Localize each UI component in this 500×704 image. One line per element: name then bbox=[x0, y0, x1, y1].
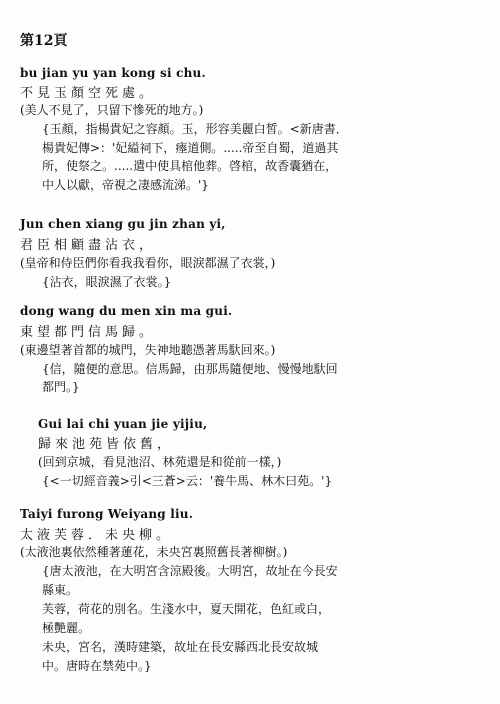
note-line: {<一切經音義>引<三蒼>云：'養牛馬、林木曰苑。'} bbox=[42, 474, 333, 488]
note-line: {唐太液池，在大明宮含涼殿後。大明宮，故址在今長安 bbox=[42, 564, 338, 578]
pinyin-line: dong wang du men xin ma gui. bbox=[20, 304, 233, 318]
note-line: 極艷麗。 bbox=[42, 621, 91, 635]
note-line: 所，使祭之。.....遣中使具棺他葬。啓棺，故香囊猶在， bbox=[42, 159, 338, 173]
translation: (美人不見了，只留下慘死的地方。) bbox=[20, 103, 204, 117]
note-line: 楊貴妃傳>：'妃縊祠下，瘞道側。.....帝至自蜀，道過其 bbox=[42, 141, 339, 155]
note-line: 中。唐時在禁苑中。} bbox=[42, 659, 152, 673]
note-line: {玉顏，指楊貴妃之容顏。玉，形容美麗白皙。<新唐書． bbox=[42, 122, 348, 136]
pinyin-line: Gui lai chi yuan jie yijiu, bbox=[38, 417, 208, 431]
note-line: 中人以獻，帝視之凄感流涕。'} bbox=[42, 178, 209, 192]
pinyin-line: Jun chen xiang gu jin zhan yi, bbox=[20, 217, 226, 231]
translation: (東邊望著首都的城門，失神地聽憑著馬馱回來。) bbox=[20, 343, 276, 357]
note-line: 未央，宮名，漢時建築，故址在長安縣西北長安故城 bbox=[42, 640, 319, 654]
pinyin-line: bu jian yu yan kong si chu. bbox=[20, 66, 206, 80]
translation: (太液池裏依然種著蓮花，未央宮裏照舊長著柳樹。) bbox=[20, 545, 288, 559]
chinese-verse: 君臣相顧盡沾衣， bbox=[20, 238, 157, 253]
note-line: 縣東。 bbox=[42, 583, 79, 597]
note-line: {沾衣，眼淚濕了衣裳。} bbox=[42, 275, 172, 289]
chinese-verse: 歸來池苑皆依舊， bbox=[38, 437, 175, 452]
chinese-verse: 不見玉顏空死處。 bbox=[20, 86, 157, 101]
note-line: {信，隨便的意思。信馬歸，由那馬隨便地、慢慢地馱回 bbox=[42, 362, 338, 376]
note-line: 芙蓉，荷花的別名。生淺水中，夏天開花，色紅或白， bbox=[42, 602, 331, 616]
pinyin-line: Taiyi furong Weiyang liu. bbox=[20, 507, 194, 521]
chinese-verse: 東望都門信馬歸。 bbox=[20, 325, 157, 340]
page-label: 第12頁 bbox=[20, 33, 68, 49]
note-line: 都門。} bbox=[42, 380, 80, 394]
translation: (皇帝和侍臣們你看我我看你，眼淚都濕了衣裳，) bbox=[20, 256, 276, 270]
translation: (回到京城，看見池沼、林苑還是和從前一樣，) bbox=[38, 455, 282, 469]
chinese-verse: 太液芙蓉．未央柳。 bbox=[20, 528, 174, 543]
